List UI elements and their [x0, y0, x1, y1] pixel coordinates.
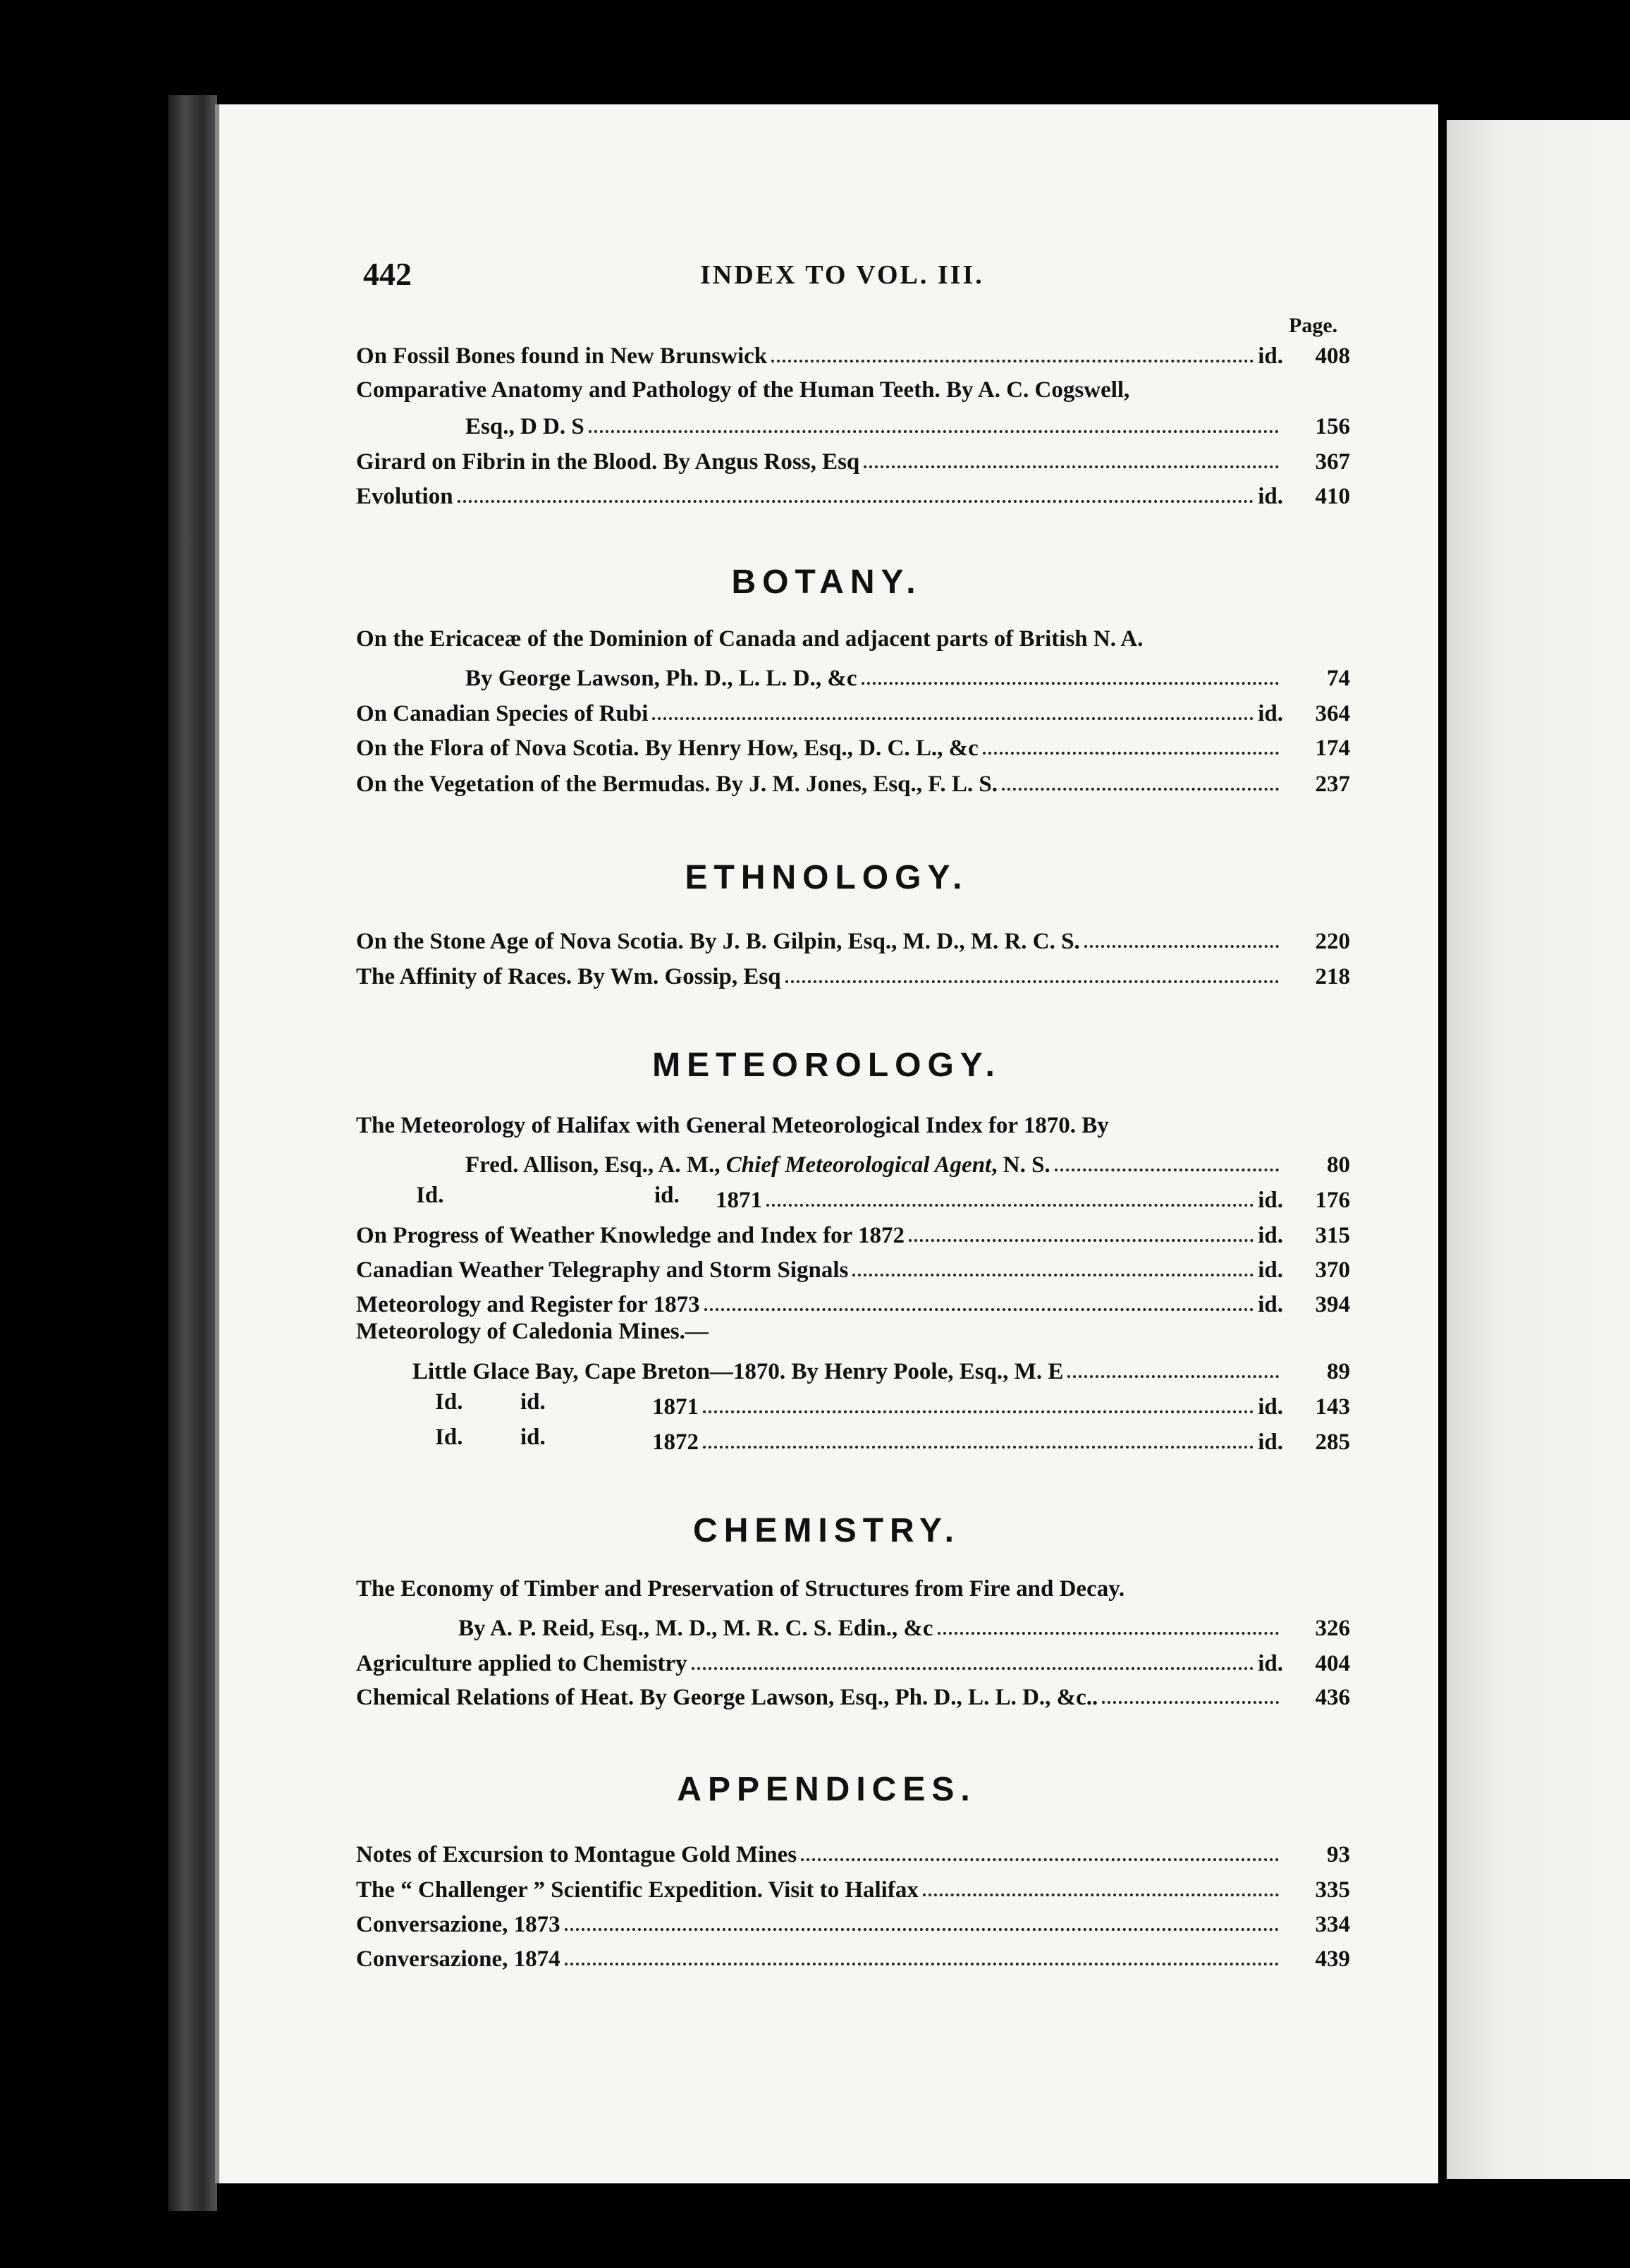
page-column-label: Page. — [1289, 314, 1338, 337]
index-entry-id: id. — [654, 1183, 680, 1208]
index-entry: On the Vegetation of the Bermudas. By J. M. Jones, Esq., F. L. S. 237 — [356, 772, 1350, 797]
index-entry-line: The Economy of Timber and Preservation of Structures from Fire and Decay. — [356, 1576, 1125, 1602]
page-number: 442 — [363, 256, 412, 292]
page-header — [363, 255, 1280, 298]
index-entry: Evolution id. 410 — [356, 484, 1350, 509]
index-entry: Conversazione, 1874 439 — [356, 1946, 1350, 1972]
index-entry: On the Flora of Nova Scotia. By Henry How, Esq., D. C. L., &c 174 — [356, 736, 1350, 761]
index-entry: Esq., D D. S 156 — [465, 414, 1350, 439]
index-entry: By A. P. Reid, Esq., M. D., M. R. C. S. Edin., &c 326 — [458, 1616, 1350, 1641]
index-entry: Canadian Weather Telegraphy and Storm Signals id. 370 — [356, 1257, 1350, 1283]
index-entry: Chemical Relations of Heat. By George Lawson, Esq., Ph. D., L. L. D., &c.. 436 — [356, 1685, 1350, 1710]
index-entry: Girard on Fibrin in the Blood. By Angus Ross, Esq 367 — [356, 449, 1350, 475]
index-entry-id: Id. — [416, 1183, 444, 1208]
section-heading-chemistry: CHEMISTRY. — [693, 1512, 960, 1549]
index-entry: Agriculture applied to Chemistry id. 404 — [356, 1651, 1350, 1676]
index-entry: On the Stone Age of Nova Scotia. By J. B. Gilpin, Esq., M. D., M. R. C. S. 220 — [356, 929, 1350, 954]
index-entry: The “ Challenger ” Scientific Expedition. Visit to Halifax 335 — [356, 1877, 1350, 1903]
index-entry-id: Id. — [435, 1425, 463, 1450]
section-heading-meteorology: METEOROLOGY. — [652, 1047, 1001, 1084]
running-title: INDEX TO VOL. III. — [700, 260, 984, 290]
index-entry: 1872 id. 285 — [652, 1429, 1350, 1455]
index-entry-line: Comparative Anatomy and Pathology of the Human Teeth. By A. C. Cogswell, — [356, 377, 1130, 403]
index-entry: On Canadian Species of Rubi id. 364 — [356, 701, 1350, 726]
index-entry: Fred. Allison, Esq., A. M., Chief Meteorological Agent, N. S. 80 — [465, 1152, 1350, 1178]
section-heading-botany: BOTANY. — [731, 563, 922, 601]
index-entry-line: The Meteorology of Halifax with General Meteorological Index for 1870. By — [356, 1113, 1109, 1138]
index-entry: 1871 id. 143 — [652, 1394, 1350, 1420]
index-entry-id: id. — [520, 1425, 546, 1450]
index-entry-line: On the Ericaceæ of the Dominion of Canada and adjacent parts of British N. A. — [356, 626, 1144, 652]
index-entry: 1871 id. 176 — [716, 1188, 1350, 1213]
index-entry: By George Lawson, Ph. D., L. L. D., &c 74 — [465, 666, 1350, 691]
index-entry: Notes of Excursion to Montague Gold Mines 93 — [356, 1842, 1350, 1867]
index-entry: On Progress of Weather Knowledge and Index for 1872 id. 315 — [356, 1223, 1350, 1248]
index-entry: The Affinity of Races. By Wm. Gossip, Esq 218 — [356, 964, 1350, 989]
book-spine — [168, 95, 217, 2211]
facing-page-edge — [1447, 120, 1630, 2179]
index-entry-id: id. — [520, 1389, 546, 1415]
index-entry-id: Id. — [435, 1389, 463, 1415]
index-entry: Little Glace Bay, Cape Breton—1870. By Henry Poole, Esq., M. E 89 — [412, 1359, 1350, 1384]
section-heading-ethnology: ETHNOLOGY. — [685, 859, 969, 896]
index-entry: Conversazione, 1873 334 — [356, 1912, 1350, 1937]
section-heading-appendices: APPENDICES. — [677, 1771, 976, 1808]
index-entry: Meteorology and Register for 1873 id. 394 — [356, 1292, 1350, 1317]
index-entry: On Fossil Bones found in New Brunswick id. 408 — [356, 343, 1350, 369]
index-entry-line: Meteorology of Caledonia Mines.— — [356, 1319, 709, 1344]
